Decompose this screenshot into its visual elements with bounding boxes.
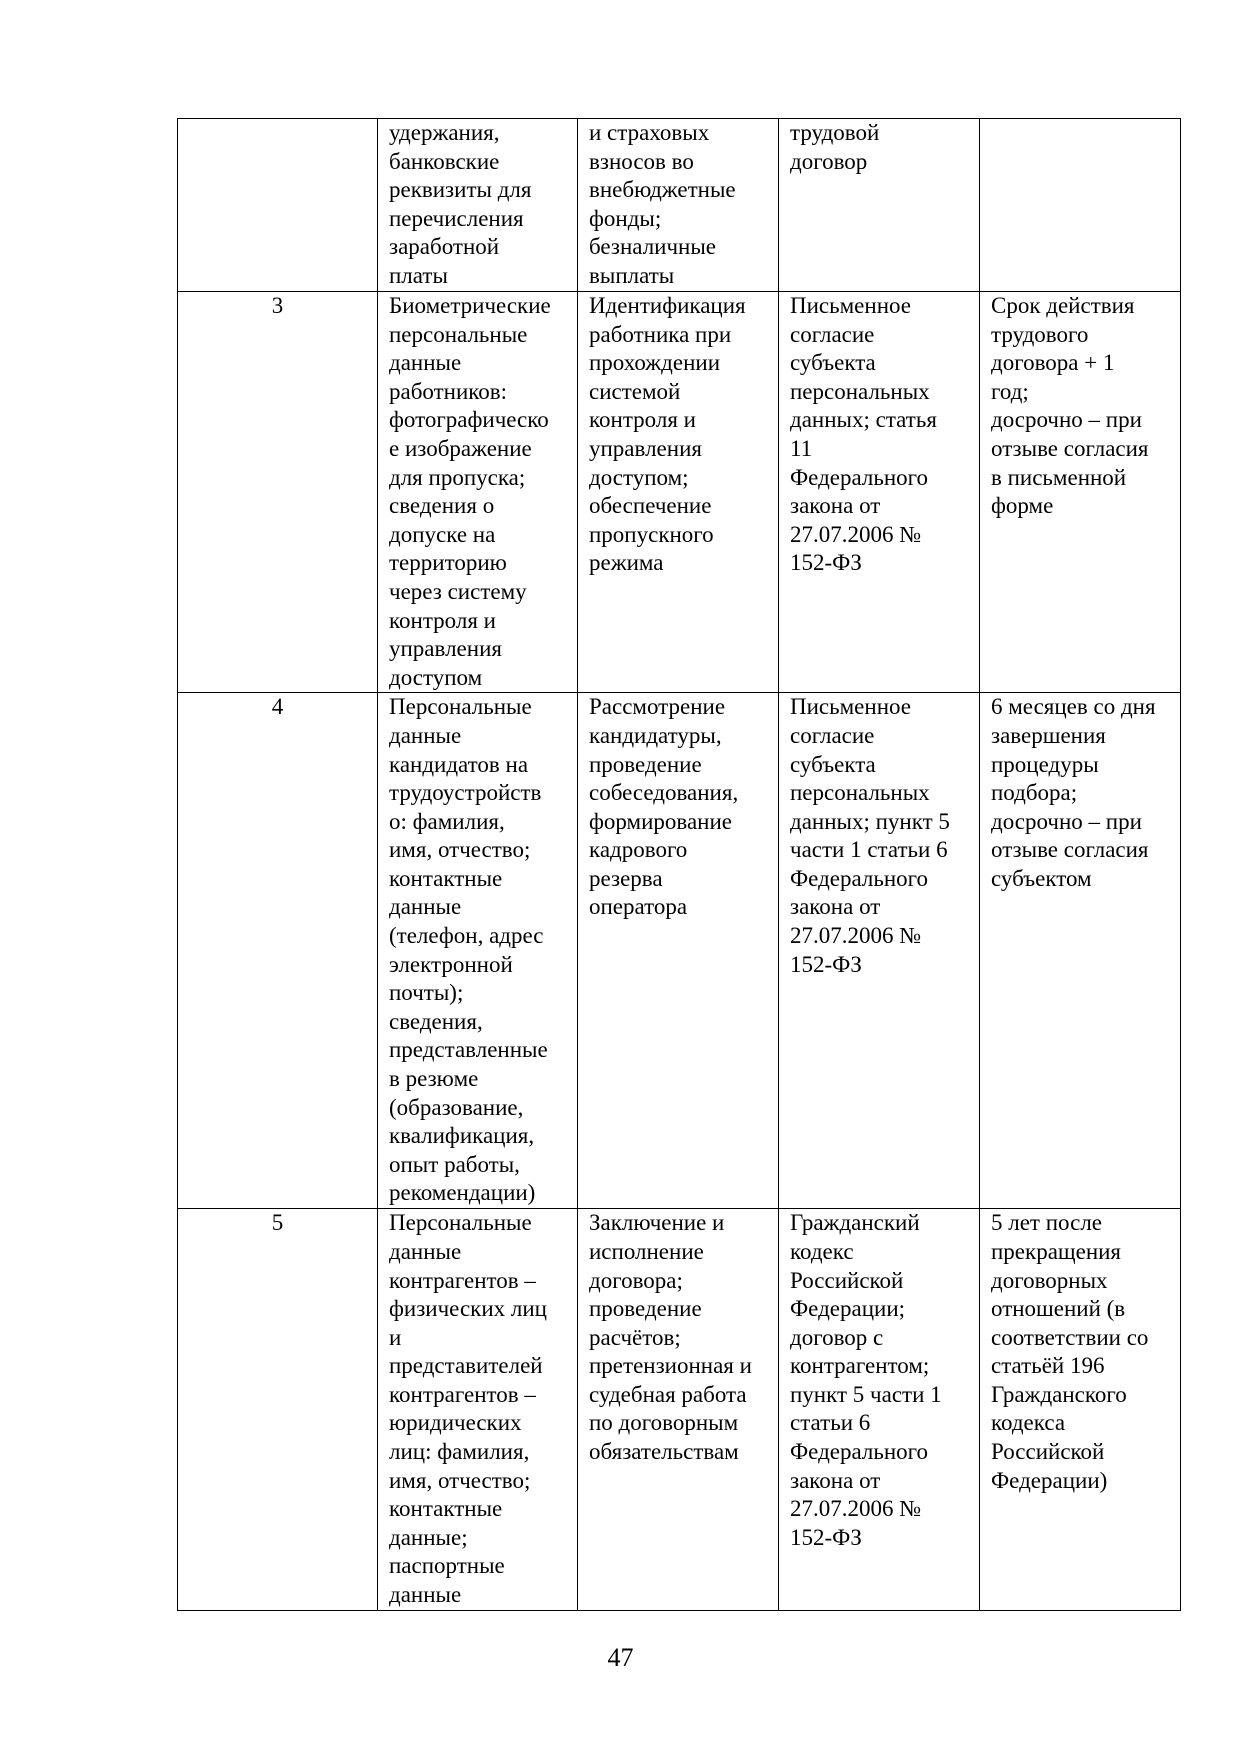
legal-basis-cell <box>779 119 980 292</box>
retention-cell <box>980 119 1181 292</box>
legal-basis-text: трудовой договор <box>790 120 880 174</box>
data-category-cell <box>378 292 578 693</box>
data-category-text: Биометрические персональные данные работников: фотографическо е изображение для пропуска; сведения о допуске на территорию через систему контроля и управления доступом <box>389 293 551 690</box>
purpose-cell <box>578 292 779 693</box>
purpose-text: Заключение и исполнение договора; проведение расчётов; претензионная и судебная работа по договорным обязательствам <box>589 1210 752 1465</box>
purpose-cell <box>578 119 779 292</box>
row-number: 4 <box>271 694 284 720</box>
data-category-cell <box>378 1209 578 1610</box>
data-category-text: Персональные данные кандидатов на трудоустройств о: фамилия, имя, отчество; контактные данные (телефон, адрес электронной почты); сведения, представленные в резюме (образование, квалификация, опыт работы, рекомендации) <box>389 694 548 1206</box>
table-row <box>178 292 1181 693</box>
data-category-cell <box>378 693 578 1209</box>
data-category-text: удержания, банковские реквизиты для перечисления заработной платы <box>389 120 532 288</box>
legal-basis-text: Гражданский кодекс Российской Федерации; договор с контрагентом; пункт 5 части 1 статьи 6 Федерального закона от 27.07.2006 № 152-ФЗ <box>790 1210 942 1550</box>
purpose-cell <box>578 693 779 1209</box>
page-number: 47 <box>607 1643 634 1672</box>
legal-basis-cell <box>779 693 980 1209</box>
legal-basis-text: Письменное согласие субъекта персональных данных; пункт 5 части 1 статьи 6 Федерального закона от 27.07.2006 № 152-ФЗ <box>790 694 950 977</box>
table-row <box>178 693 1181 1209</box>
row-number-cell <box>178 119 378 292</box>
purpose-text: и страховых взносов во внебюджетные фонды; безналичные выплаты <box>589 120 736 288</box>
row-number: 3 <box>271 293 284 318</box>
row-number-cell <box>178 1209 378 1610</box>
personal-data-table <box>177 118 1181 1611</box>
retention-text: 6 месяцев со дня завершения процедуры подбора; досрочно – при отзыве согласия субъектом <box>991 694 1156 891</box>
table-row <box>178 119 1181 292</box>
legal-basis-cell <box>779 1209 980 1610</box>
row-number: 5 <box>271 1210 284 1236</box>
retention-text: Срок действия трудового договора + 1 год; досрочно – при отзыве согласия в письменной форме <box>991 293 1149 519</box>
retention-cell <box>980 1209 1181 1610</box>
retention-text: 5 лет после прекращения договорных отношений (в соответствии со статьёй 196 Гражданского кодекса Российской Федерации) <box>991 1210 1149 1493</box>
retention-cell <box>980 292 1181 693</box>
table-row <box>178 1209 1181 1610</box>
retention-cell <box>980 693 1181 1209</box>
data-category-cell <box>378 119 578 292</box>
purpose-text: Идентификация работника при прохождении системой контроля и управления доступом; обеспечение пропускного режима <box>589 293 746 576</box>
row-number-cell <box>178 693 378 1209</box>
purpose-cell <box>578 1209 779 1610</box>
data-category-text: Персональные данные контрагентов – физических лиц и представителей контрагентов – юридических лиц: фамилия, имя, отчество; контактные данные; паспортные данные <box>389 1210 547 1608</box>
purpose-text: Рассмотрение кандидатуры, проведение собеседования, формирование кадрового резерва оператора <box>589 694 739 920</box>
legal-basis-cell <box>779 292 980 693</box>
row-number-cell <box>178 292 378 693</box>
legal-basis-text: Письменное согласие субъекта персональных данных; статья 11 Федерального закона от 27.07.2006 № 152-ФЗ <box>790 293 937 576</box>
